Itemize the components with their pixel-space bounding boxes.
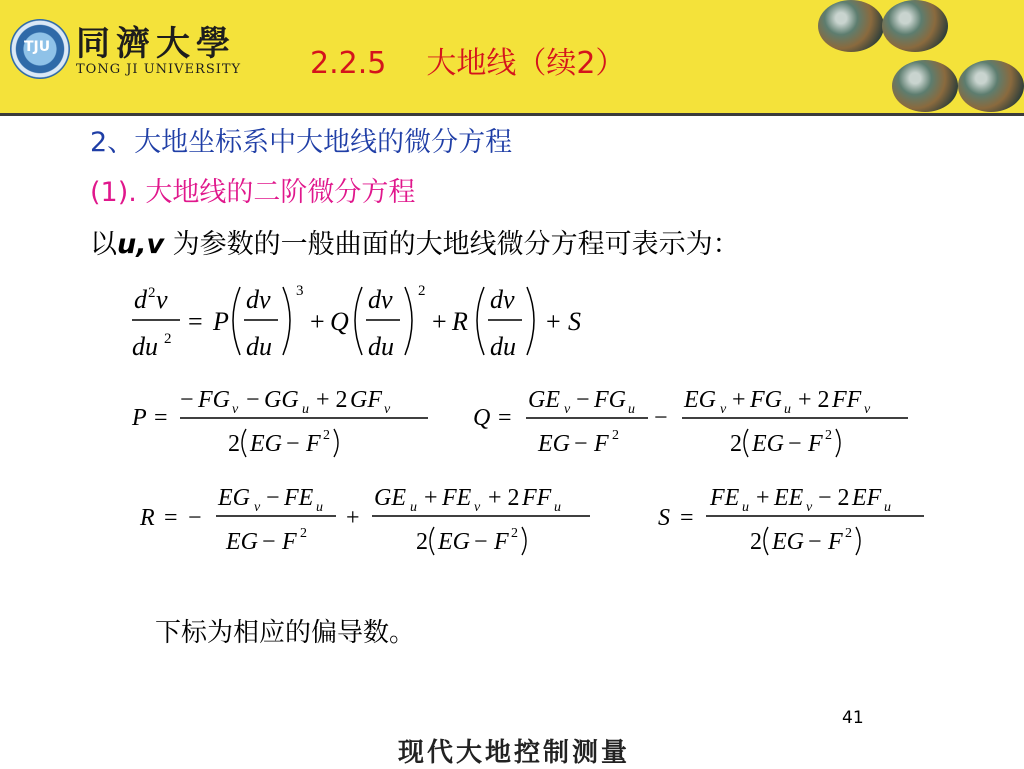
- svg-text:=: =: [188, 307, 203, 336]
- svg-text:=: =: [154, 405, 168, 431]
- svg-text:GG: GG: [264, 387, 299, 413]
- svg-text:−: −: [576, 387, 590, 413]
- svg-text:=: =: [164, 505, 178, 531]
- svg-text:v: v: [156, 285, 168, 314]
- svg-text:2: 2: [164, 331, 172, 347]
- svg-text:dv: dv: [246, 285, 271, 314]
- svg-text:FE: FE: [442, 485, 472, 511]
- svg-text:2: 2: [845, 526, 852, 541]
- equations-block: [128, 275, 948, 575]
- svg-text:+: +: [432, 307, 447, 336]
- svg-text:dv: dv: [368, 285, 393, 314]
- svg-text:GE: GE: [528, 387, 560, 413]
- section-number: 2.2.5: [310, 46, 387, 81]
- svg-text:FG: FG: [594, 387, 626, 413]
- svg-text:2: 2: [416, 529, 428, 555]
- svg-text:FF: FF: [522, 485, 552, 511]
- svg-text:dv: dv: [490, 285, 515, 314]
- geodesic-equation: [132, 283, 581, 361]
- globe-icon: [882, 0, 948, 52]
- svg-text:− 2: − 2: [818, 485, 850, 511]
- subscript-note: 下标为相应的偏导数。: [155, 618, 416, 648]
- svg-text:v: v: [474, 500, 481, 515]
- svg-text:d: d: [134, 285, 147, 314]
- svg-text:−: −: [788, 431, 802, 457]
- svg-text:FG: FG: [198, 387, 230, 413]
- svg-text:EG: EG: [684, 387, 716, 413]
- svg-text:−: −: [574, 431, 588, 457]
- svg-text:−: −: [654, 405, 668, 431]
- svg-text:EG: EG: [226, 529, 258, 555]
- header-divider: [0, 113, 1024, 116]
- svg-text:2: 2: [323, 428, 330, 443]
- coefficient-p-equation: [131, 387, 428, 457]
- svg-text:=: =: [498, 405, 512, 431]
- svg-text:S: S: [658, 505, 670, 531]
- svg-text:du: du: [490, 332, 516, 361]
- svg-text:Q: Q: [473, 405, 491, 431]
- svg-text:v: v: [864, 402, 871, 417]
- svg-text:F: F: [808, 431, 823, 457]
- globe-icon: [818, 0, 884, 52]
- svg-text:2: 2: [750, 529, 762, 555]
- svg-text:+ 2: + 2: [316, 387, 348, 413]
- svg-text:u: u: [316, 500, 323, 515]
- svg-text:du: du: [246, 332, 272, 361]
- university-name-en: TONG JI UNIVERSITY: [76, 62, 242, 77]
- svg-text:GF: GF: [350, 387, 382, 413]
- svg-text:+ 2: + 2: [798, 387, 830, 413]
- svg-text:−: −: [262, 529, 276, 555]
- course-title-footer: 现代大地控制测量: [398, 738, 631, 768]
- svg-text:EG: EG: [250, 431, 282, 457]
- svg-text:2: 2: [228, 431, 240, 457]
- svg-text:R: R: [140, 505, 155, 531]
- svg-text:EG: EG: [772, 529, 804, 555]
- svg-text:+: +: [546, 307, 561, 336]
- svg-text:u: u: [410, 500, 417, 515]
- university-seal-icon: TJU: [10, 19, 70, 79]
- svg-text:+ 2: + 2: [488, 485, 520, 511]
- svg-text:2: 2: [825, 428, 832, 443]
- page-number: 41: [842, 708, 864, 728]
- svg-text:−: −: [180, 387, 194, 413]
- svg-text:EG: EG: [438, 529, 470, 555]
- svg-text:F: F: [306, 431, 321, 457]
- university-logo: [10, 16, 250, 82]
- svg-text:−: −: [474, 529, 488, 555]
- university-name-cn: 同濟大學: [76, 24, 236, 64]
- svg-text:GE: GE: [374, 485, 406, 511]
- svg-text:P: P: [213, 307, 229, 336]
- svg-text:F: F: [282, 529, 297, 555]
- svg-text:v: v: [254, 500, 261, 515]
- svg-text:P: P: [132, 405, 147, 431]
- svg-text:du: du: [368, 332, 394, 361]
- svg-text:−: −: [808, 529, 822, 555]
- subsection-heading: (1). 大地线的二阶微分方程: [90, 177, 416, 208]
- svg-text:+: +: [424, 485, 438, 511]
- svg-text:u: u: [302, 402, 309, 417]
- svg-text:F: F: [594, 431, 609, 457]
- svg-text:u: u: [628, 402, 635, 417]
- svg-text:u: u: [884, 500, 891, 515]
- svg-text:v: v: [806, 500, 813, 515]
- svg-text:F: F: [494, 529, 509, 555]
- coefficient-r-equation: [139, 485, 590, 555]
- svg-text:S: S: [568, 307, 581, 336]
- section-title: 大地线（续2）: [426, 46, 626, 81]
- svg-text:F: F: [828, 529, 843, 555]
- svg-text:2: 2: [300, 526, 307, 541]
- svg-text:3: 3: [296, 283, 304, 299]
- svg-text:v: v: [720, 402, 727, 417]
- svg-text:u: u: [784, 402, 791, 417]
- svg-text:−: −: [286, 431, 300, 457]
- svg-text:2: 2: [418, 283, 426, 299]
- svg-text:EF: EF: [852, 485, 882, 511]
- svg-text:FF: FF: [832, 387, 862, 413]
- svg-text:FE: FE: [710, 485, 740, 511]
- svg-text:2: 2: [511, 526, 518, 541]
- svg-text:EG: EG: [218, 485, 250, 511]
- svg-text:−: −: [246, 387, 260, 413]
- svg-text:2: 2: [148, 285, 156, 301]
- parameter-vars: u,v: [117, 229, 165, 260]
- svg-text:FE: FE: [284, 485, 314, 511]
- svg-text:−: −: [266, 485, 280, 511]
- svg-text:Q: Q: [330, 307, 349, 336]
- svg-text:u: u: [554, 500, 561, 515]
- globe-icon: [892, 60, 958, 112]
- svg-text:v: v: [232, 402, 239, 417]
- svg-text:FG: FG: [750, 387, 782, 413]
- svg-text:2: 2: [612, 428, 619, 443]
- svg-text:+: +: [732, 387, 746, 413]
- svg-text:EG: EG: [752, 431, 784, 457]
- svg-text:u: u: [742, 500, 749, 515]
- svg-text:du: du: [132, 332, 158, 361]
- svg-text:EE: EE: [774, 485, 804, 511]
- svg-text:v: v: [564, 402, 571, 417]
- svg-text:v: v: [384, 402, 391, 417]
- svg-text:+: +: [310, 307, 325, 336]
- section-heading: 2、大地坐标系中大地线的微分方程: [90, 127, 513, 158]
- coefficient-q-equation: [473, 387, 908, 457]
- svg-text:R: R: [452, 307, 468, 336]
- intro-sentence: 以u,v 为参数的一般曲面的大地线微分方程可表示为：: [90, 229, 740, 260]
- globe-icon: [958, 60, 1024, 112]
- svg-text:+: +: [756, 485, 770, 511]
- coefficient-s-equation: [658, 485, 924, 555]
- slide-title: [310, 38, 625, 82]
- svg-text:EG: EG: [538, 431, 570, 457]
- svg-text:+: +: [346, 505, 360, 531]
- svg-text:=: =: [680, 505, 694, 531]
- svg-text:−: −: [188, 505, 202, 531]
- svg-text:2: 2: [730, 431, 742, 457]
